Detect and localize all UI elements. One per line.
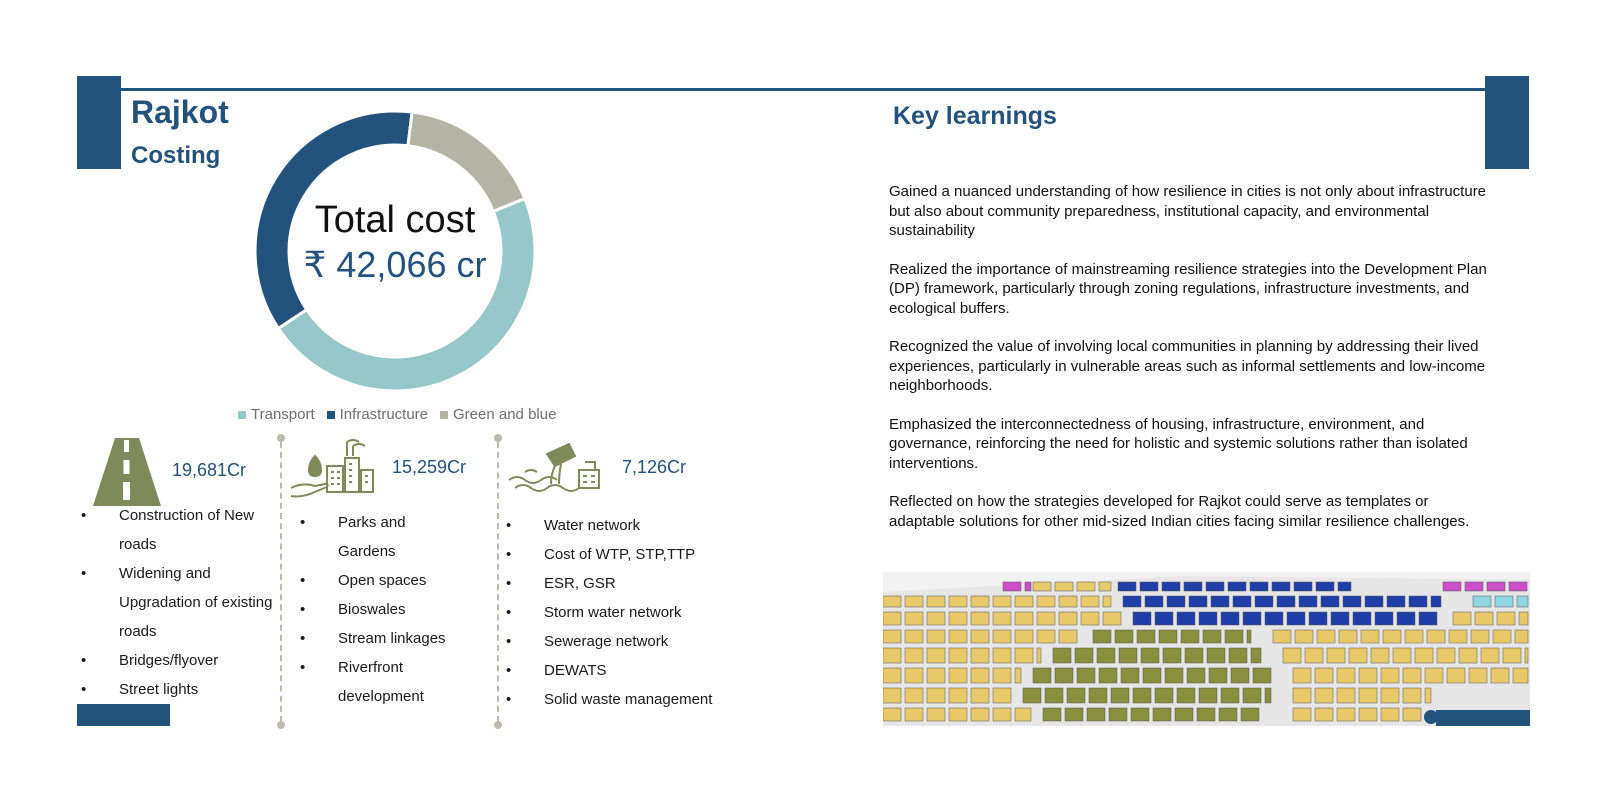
list-item	[296, 508, 486, 566]
building-block	[1099, 668, 1117, 683]
building-block	[1273, 630, 1291, 643]
building-block	[1251, 648, 1261, 663]
building-block	[905, 668, 923, 683]
building-block	[1387, 596, 1405, 607]
building-block	[1167, 596, 1185, 607]
column-separator	[280, 442, 282, 722]
building-block	[1359, 688, 1377, 703]
green-blue-items-list	[502, 511, 752, 714]
building-block	[1118, 582, 1136, 591]
legend-item-infrastructure	[327, 406, 428, 423]
building-block	[1033, 668, 1051, 683]
building-block	[1115, 630, 1133, 643]
building-block	[1381, 668, 1399, 683]
building-block	[1253, 668, 1271, 683]
building-block	[1299, 596, 1317, 607]
building-block	[1093, 630, 1111, 643]
building-block	[1283, 648, 1301, 663]
building-block	[1065, 708, 1083, 721]
building-block	[905, 648, 923, 663]
building-block	[1140, 582, 1158, 591]
chart-legend	[238, 406, 556, 423]
list-item: • Sewerage network	[502, 627, 752, 656]
building-block	[1233, 596, 1251, 607]
building-block	[971, 596, 989, 607]
building-block	[927, 708, 945, 721]
building-block	[883, 612, 901, 625]
building-block	[1265, 688, 1271, 703]
building-block	[1339, 630, 1357, 643]
building-block	[1175, 708, 1193, 721]
building-block	[1255, 596, 1273, 607]
list-item: • Stream linkages	[296, 624, 486, 653]
transport-items-list	[77, 501, 282, 704]
building-block	[1321, 596, 1339, 607]
building-block	[1453, 612, 1471, 625]
building-block	[1133, 612, 1151, 625]
building-block	[993, 648, 1011, 663]
building-block	[1103, 612, 1121, 625]
building-block	[971, 630, 989, 643]
building-block	[1037, 612, 1055, 625]
legend-label: Infrastructure	[339, 406, 429, 423]
building-block	[971, 688, 989, 703]
building-block	[1131, 708, 1149, 721]
building-block	[927, 612, 945, 625]
building-block	[1177, 688, 1195, 703]
building-block	[1419, 612, 1437, 625]
page-title: Rajkot	[131, 94, 229, 130]
building-block	[1381, 688, 1399, 703]
building-block	[1037, 630, 1055, 643]
building-block	[1081, 612, 1099, 625]
building-block	[1415, 648, 1433, 663]
list-item: • Cost of WTP, STP,TTP	[502, 540, 752, 569]
building-block	[1315, 708, 1333, 721]
building-block	[1081, 596, 1099, 607]
building-block	[1365, 596, 1383, 607]
building-block	[1317, 630, 1335, 643]
list-item: • Open spaces	[296, 566, 486, 595]
building-block	[1403, 668, 1421, 683]
building-block	[1087, 708, 1105, 721]
building-block	[1337, 708, 1355, 721]
building-block	[1375, 612, 1393, 625]
separator-dot	[494, 434, 502, 442]
list-item-text: Parks and Gardens	[338, 514, 406, 560]
building-block	[1189, 596, 1207, 607]
building-block	[1473, 596, 1491, 607]
building-block	[905, 630, 923, 643]
list-item: • Construction of New roads	[77, 501, 282, 559]
building-block	[1287, 612, 1305, 625]
bottom-left-accent-bar	[77, 704, 170, 726]
building-block	[1493, 630, 1511, 643]
top-rule	[121, 88, 1485, 91]
building-block	[971, 708, 989, 721]
building-block	[949, 596, 967, 607]
building-block	[1221, 688, 1239, 703]
building-block	[1243, 688, 1261, 703]
building-block	[1003, 582, 1021, 591]
building-block	[927, 630, 945, 643]
building-block	[1277, 596, 1295, 607]
building-block	[1015, 648, 1033, 663]
building-block	[1316, 582, 1334, 591]
building-block	[1427, 630, 1445, 643]
building-block	[1247, 630, 1251, 643]
building-block	[1405, 630, 1423, 643]
building-block	[1197, 708, 1215, 721]
building-block	[949, 668, 967, 683]
building-block	[1359, 708, 1377, 721]
building-block	[1043, 708, 1061, 721]
building-block	[1228, 582, 1246, 591]
building-block	[1447, 668, 1465, 683]
building-block	[1383, 630, 1401, 643]
list-item: • Storm water network	[502, 598, 752, 627]
building-block	[993, 596, 1011, 607]
water-outfall-icon	[507, 440, 617, 496]
building-block	[927, 688, 945, 703]
building-block	[1181, 630, 1199, 643]
building-block	[1015, 612, 1033, 625]
page-subtitle: Costing	[131, 142, 221, 169]
building-block	[1359, 668, 1377, 683]
building-block	[993, 630, 1011, 643]
building-block	[1231, 668, 1249, 683]
building-block	[971, 648, 989, 663]
learning-item: Gained a nuanced understanding of how resilience in cities is not only about infrastructure but also about community preparedness, institutional capacity, and environmental sustainability	[889, 183, 1487, 239]
building-block	[927, 648, 945, 663]
building-block	[1241, 708, 1259, 721]
building-block	[905, 688, 923, 703]
building-block	[1075, 648, 1093, 663]
building-block	[883, 596, 901, 607]
learning-item: Reflected on how the strategies developed for Rajkot could serve as templates or adaptable solutions for other mid-sized Indian cities facing similar resilience challenges.	[889, 493, 1470, 530]
building-block	[1393, 648, 1411, 663]
building-block	[949, 630, 967, 643]
legend-label: Transport	[251, 406, 315, 423]
legend-item-transport	[238, 406, 315, 423]
building-block	[1053, 648, 1071, 663]
building-block	[993, 612, 1011, 625]
donut-slice-green-and-blue	[408, 112, 525, 211]
building-block	[1143, 668, 1161, 683]
right-accent-block	[1485, 76, 1529, 169]
building-block	[1293, 708, 1311, 721]
building-block	[1327, 648, 1345, 663]
building-block	[993, 708, 1011, 721]
column-separator	[497, 442, 499, 722]
learning-item: Emphasized the interconnectedness of housing, infrastructure, environment, and governance, reinforcing the need for holistic and systemic solutions rather than isolated interventions.	[889, 415, 1468, 472]
building-block	[1137, 630, 1155, 643]
building-block	[1185, 648, 1203, 663]
building-block	[1059, 612, 1077, 625]
building-block	[949, 612, 967, 625]
building-block	[1111, 688, 1129, 703]
building-block	[1425, 668, 1443, 683]
building-block	[1513, 668, 1528, 683]
building-block	[949, 708, 967, 721]
infrastructure-amount: 15,259Cr	[392, 457, 467, 477]
road-icon	[93, 438, 161, 506]
building-block	[1459, 648, 1477, 663]
building-block	[1023, 688, 1041, 703]
building-block	[1431, 596, 1441, 607]
building-block	[1353, 612, 1371, 625]
building-block	[1503, 648, 1521, 663]
key-learnings-title: Key learnings	[893, 102, 1057, 130]
building-block	[1159, 630, 1177, 643]
building-block	[905, 612, 923, 625]
cost-donut-chart	[245, 101, 545, 401]
building-block	[927, 596, 945, 607]
building-block	[1163, 648, 1181, 663]
building-block	[1517, 596, 1528, 607]
3d-city-model-image	[883, 572, 1530, 726]
list-item	[296, 653, 486, 711]
list-item: • Bioswales	[296, 595, 486, 624]
building-block	[1371, 648, 1389, 663]
left-accent-block	[77, 76, 121, 169]
building-block	[1475, 612, 1493, 625]
legend-item-green-blue	[440, 406, 556, 423]
building-block	[1209, 668, 1227, 683]
learning-item: Recognized the value of involving local communities in planning by addressing their lived experiences, particularly in vulnerable areas such as informal settlements and low-income neighborhoods.	[889, 338, 1486, 394]
building-block	[1437, 648, 1455, 663]
building-block	[1294, 582, 1312, 591]
key-learnings-list	[889, 182, 1489, 550]
building-block	[1109, 708, 1127, 721]
building-block	[1153, 708, 1171, 721]
building-block	[1509, 582, 1527, 591]
building-block	[1211, 596, 1229, 607]
building-block	[1315, 668, 1333, 683]
legend-swatch	[327, 411, 335, 419]
building-block	[1519, 612, 1528, 625]
building-block	[1497, 612, 1515, 625]
building-block	[1397, 612, 1415, 625]
building-block	[1331, 612, 1349, 625]
building-block	[1119, 648, 1137, 663]
building-block	[1293, 688, 1311, 703]
learning-item: Realized the importance of mainstreaming resilience strategies into the Development Plan (DP) framework, particularly through zoning regulations, infrastructure investments, and ecological buffers.	[889, 260, 1487, 317]
building-block	[905, 708, 923, 721]
building-block	[1097, 648, 1115, 663]
building-block	[1465, 582, 1483, 591]
list-item: • ESR, GSR	[502, 569, 752, 598]
building-block	[1203, 630, 1221, 643]
building-block	[1015, 708, 1031, 721]
donut-center-value: ₹ 42,066 cr	[303, 244, 487, 285]
building-block	[1199, 612, 1217, 625]
building-block	[1481, 648, 1499, 663]
building-block	[1025, 582, 1031, 591]
building-block	[1449, 630, 1467, 643]
building-block	[1141, 648, 1159, 663]
building-block	[1381, 708, 1399, 721]
building-block	[1037, 648, 1041, 663]
building-block	[1077, 582, 1095, 591]
building-block	[1293, 668, 1311, 683]
building-block	[1315, 688, 1333, 703]
green-city-icon	[289, 436, 377, 502]
building-block	[993, 668, 1011, 683]
building-block	[1243, 612, 1261, 625]
transport-amount: 19,681Cr	[172, 460, 247, 480]
building-block	[949, 648, 967, 663]
building-block	[1343, 596, 1361, 607]
building-block	[1184, 582, 1202, 591]
building-block	[1037, 596, 1055, 607]
building-block	[1403, 688, 1421, 703]
building-block	[1015, 630, 1033, 643]
building-block	[1099, 582, 1111, 591]
legend-swatch	[238, 411, 246, 419]
building-block	[1067, 688, 1085, 703]
separator-dot	[277, 721, 285, 729]
building-block	[1425, 688, 1431, 703]
building-block	[1055, 668, 1073, 683]
building-block	[1305, 648, 1323, 663]
building-block	[883, 708, 901, 721]
list-item: • Street lights	[77, 675, 282, 704]
building-block	[1155, 612, 1173, 625]
building-block	[1469, 668, 1487, 683]
building-block	[1059, 596, 1077, 607]
building-block	[1045, 688, 1063, 703]
building-block	[1199, 688, 1217, 703]
building-block	[1162, 582, 1180, 591]
list-item: • Widening and Upgradation of existing roads	[77, 559, 282, 646]
separator-dot	[494, 721, 502, 729]
infrastructure-items-list	[296, 508, 486, 711]
building-block	[1250, 582, 1268, 591]
building-block	[1443, 582, 1461, 591]
building-block	[1187, 668, 1205, 683]
building-block	[1221, 612, 1239, 625]
donut-center-label: Total cost	[314, 199, 476, 241]
building-block	[1495, 596, 1513, 607]
building-block	[1337, 688, 1355, 703]
green-blue-amount: 7,126Cr	[622, 457, 687, 477]
building-block	[1338, 582, 1351, 591]
building-block	[1177, 612, 1195, 625]
building-block	[1155, 688, 1173, 703]
building-block	[1272, 582, 1290, 591]
legend-label: Green and blue	[453, 406, 557, 423]
building-block	[1121, 668, 1139, 683]
building-block	[1349, 648, 1367, 663]
building-block	[1409, 596, 1427, 607]
building-block	[1337, 668, 1355, 683]
building-block	[883, 648, 901, 663]
building-block	[993, 688, 1011, 703]
building-block	[1089, 688, 1107, 703]
building-block	[1206, 582, 1224, 591]
building-block	[1487, 582, 1505, 591]
building-block	[1133, 688, 1151, 703]
building-block	[1225, 630, 1243, 643]
building-block	[1059, 630, 1077, 643]
building-block	[1219, 708, 1237, 721]
legend-swatch	[440, 411, 448, 419]
list-item-text: Riverfront development	[338, 659, 424, 705]
building-block	[1015, 668, 1021, 683]
building-block	[1471, 630, 1489, 643]
building-block	[905, 596, 923, 607]
list-item: • Water network	[502, 511, 752, 540]
building-block	[1077, 668, 1095, 683]
building-block	[971, 612, 989, 625]
building-block	[883, 630, 901, 643]
building-block	[883, 668, 901, 683]
list-item: • DEWATS	[502, 656, 752, 685]
building-block	[1491, 668, 1509, 683]
list-item: • Bridges/flyover	[77, 646, 282, 675]
building-block	[1229, 648, 1247, 663]
building-block	[883, 688, 901, 703]
building-block	[1015, 596, 1033, 607]
building-block	[1123, 596, 1141, 607]
building-block	[927, 668, 945, 683]
building-block	[1165, 668, 1183, 683]
building-block	[1309, 612, 1327, 625]
building-block	[1207, 648, 1225, 663]
building-block	[1295, 630, 1313, 643]
building-block	[971, 668, 989, 683]
building-block	[1103, 596, 1111, 607]
building-block	[1265, 612, 1283, 625]
building-block	[949, 688, 967, 703]
building-block	[1403, 708, 1421, 721]
building-block	[1361, 630, 1379, 643]
building-block	[1515, 630, 1528, 643]
building-block	[1055, 582, 1073, 591]
building-block	[1525, 648, 1528, 663]
list-item: • Solid waste management	[502, 685, 752, 714]
building-block	[1033, 582, 1051, 591]
separator-dot	[277, 434, 285, 442]
building-block	[1145, 596, 1163, 607]
